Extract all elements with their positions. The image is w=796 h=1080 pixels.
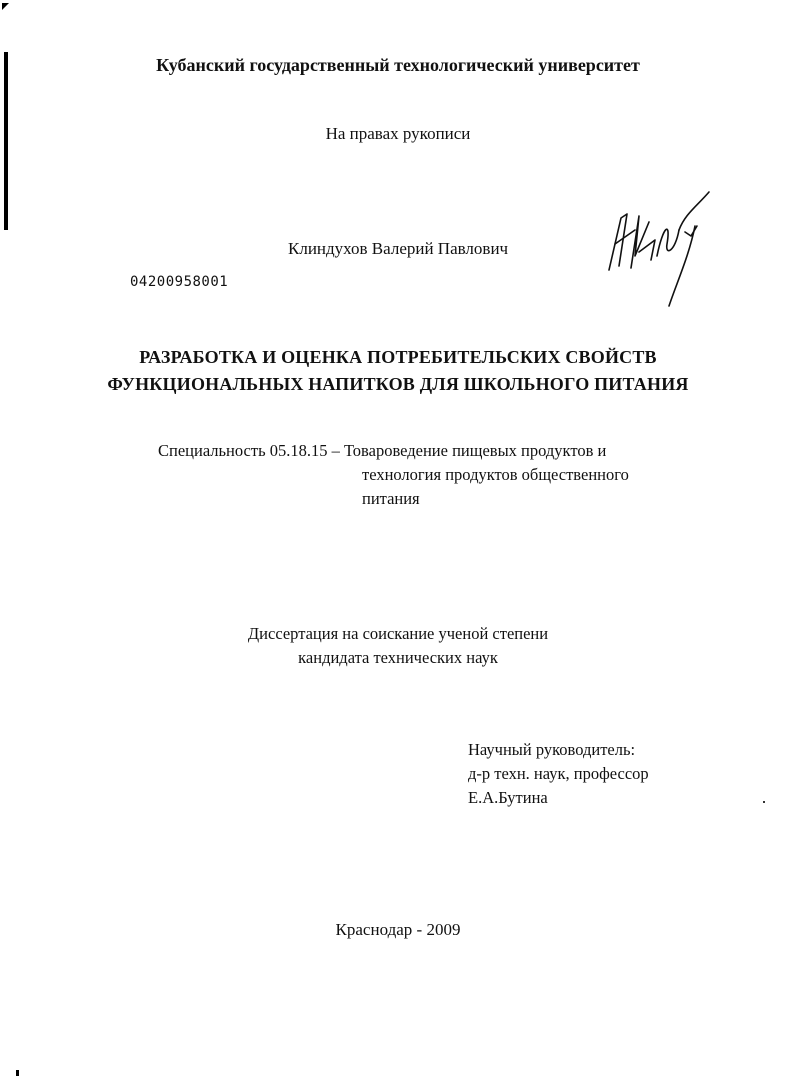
signature-image [605, 186, 725, 308]
specialty-line: технология продуктов общественного [362, 465, 629, 484]
advisor-degree: д-р техн. наук, профессор [468, 764, 649, 783]
author-name: Клиндухов Валерий Павлович [288, 239, 509, 258]
advisor-label: Научный руководитель: [468, 740, 636, 759]
dissertation-title [0, 344, 796, 398]
specialty-line: Специальность 05.18.15 – Товароведение пищевых продуктов и [158, 441, 607, 460]
title-line: РАЗРАБОТКА И ОЦЕНКА ПОТРЕБИТЕЛЬСКИХ СВОЙСТВ [139, 347, 657, 367]
title-line: ФУНКЦИОНАЛЬНЫХ НАПИТКОВ ДЛЯ ШКОЛЬНОГО ПИТАНИЯ [107, 374, 689, 394]
registration-code: 04200958001 [130, 274, 229, 290]
scan-corner-mark [2, 3, 9, 10]
scan-speck [763, 801, 765, 803]
dissertation-degree [0, 622, 796, 670]
university-name: Кубанский государственный технологический университет [156, 55, 640, 75]
advisor-name: Е.А.Бутина [468, 788, 548, 807]
scan-speck [16, 1070, 19, 1076]
degree-line: Диссертация на соискание ученой степени [247, 624, 549, 643]
specialty-line: питания [362, 489, 420, 508]
degree-line: кандидата технических наук [298, 648, 498, 667]
city-year: Краснодар - 2009 [335, 920, 461, 939]
manuscript-note: На правах рукописи [325, 124, 471, 143]
scientific-advisor [468, 738, 649, 810]
